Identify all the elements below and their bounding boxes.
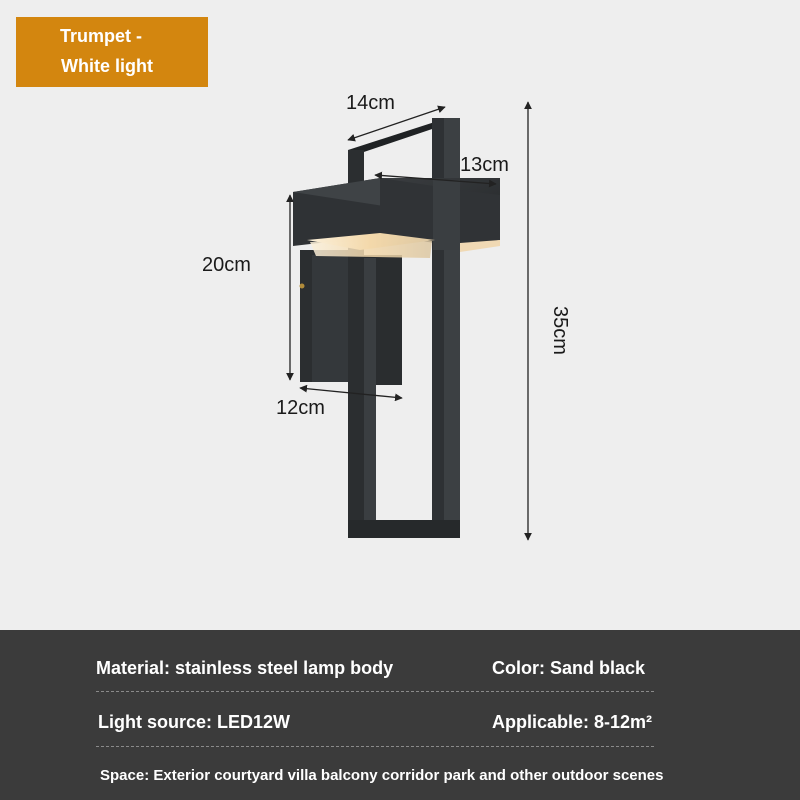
dim-base-width: 12cm [276,397,325,419]
spec-panel [0,630,800,800]
variant-line-2: White light [61,56,153,76]
dim-top-width: 14cm [346,92,395,114]
dim-body-height: 20cm [202,254,251,276]
spec-color: Color: Sand black [492,658,646,678]
lamp-head [293,178,500,258]
divider [96,691,654,692]
variant-line-1: Trumpet - [60,26,143,46]
spec-space: Space: Exterior courtyard villa balcony corridor park and other outdoor scenes [100,767,664,784]
dim-total-height: 35cm [549,306,571,355]
divider [96,746,654,747]
spec-applicable: Applicable: 8-12m² [492,712,653,732]
spec-light-source: Light source: LED12W [98,712,291,732]
spec-material: Material: stainless steel lamp body [96,658,394,678]
dim-depth: 13cm [460,154,509,176]
